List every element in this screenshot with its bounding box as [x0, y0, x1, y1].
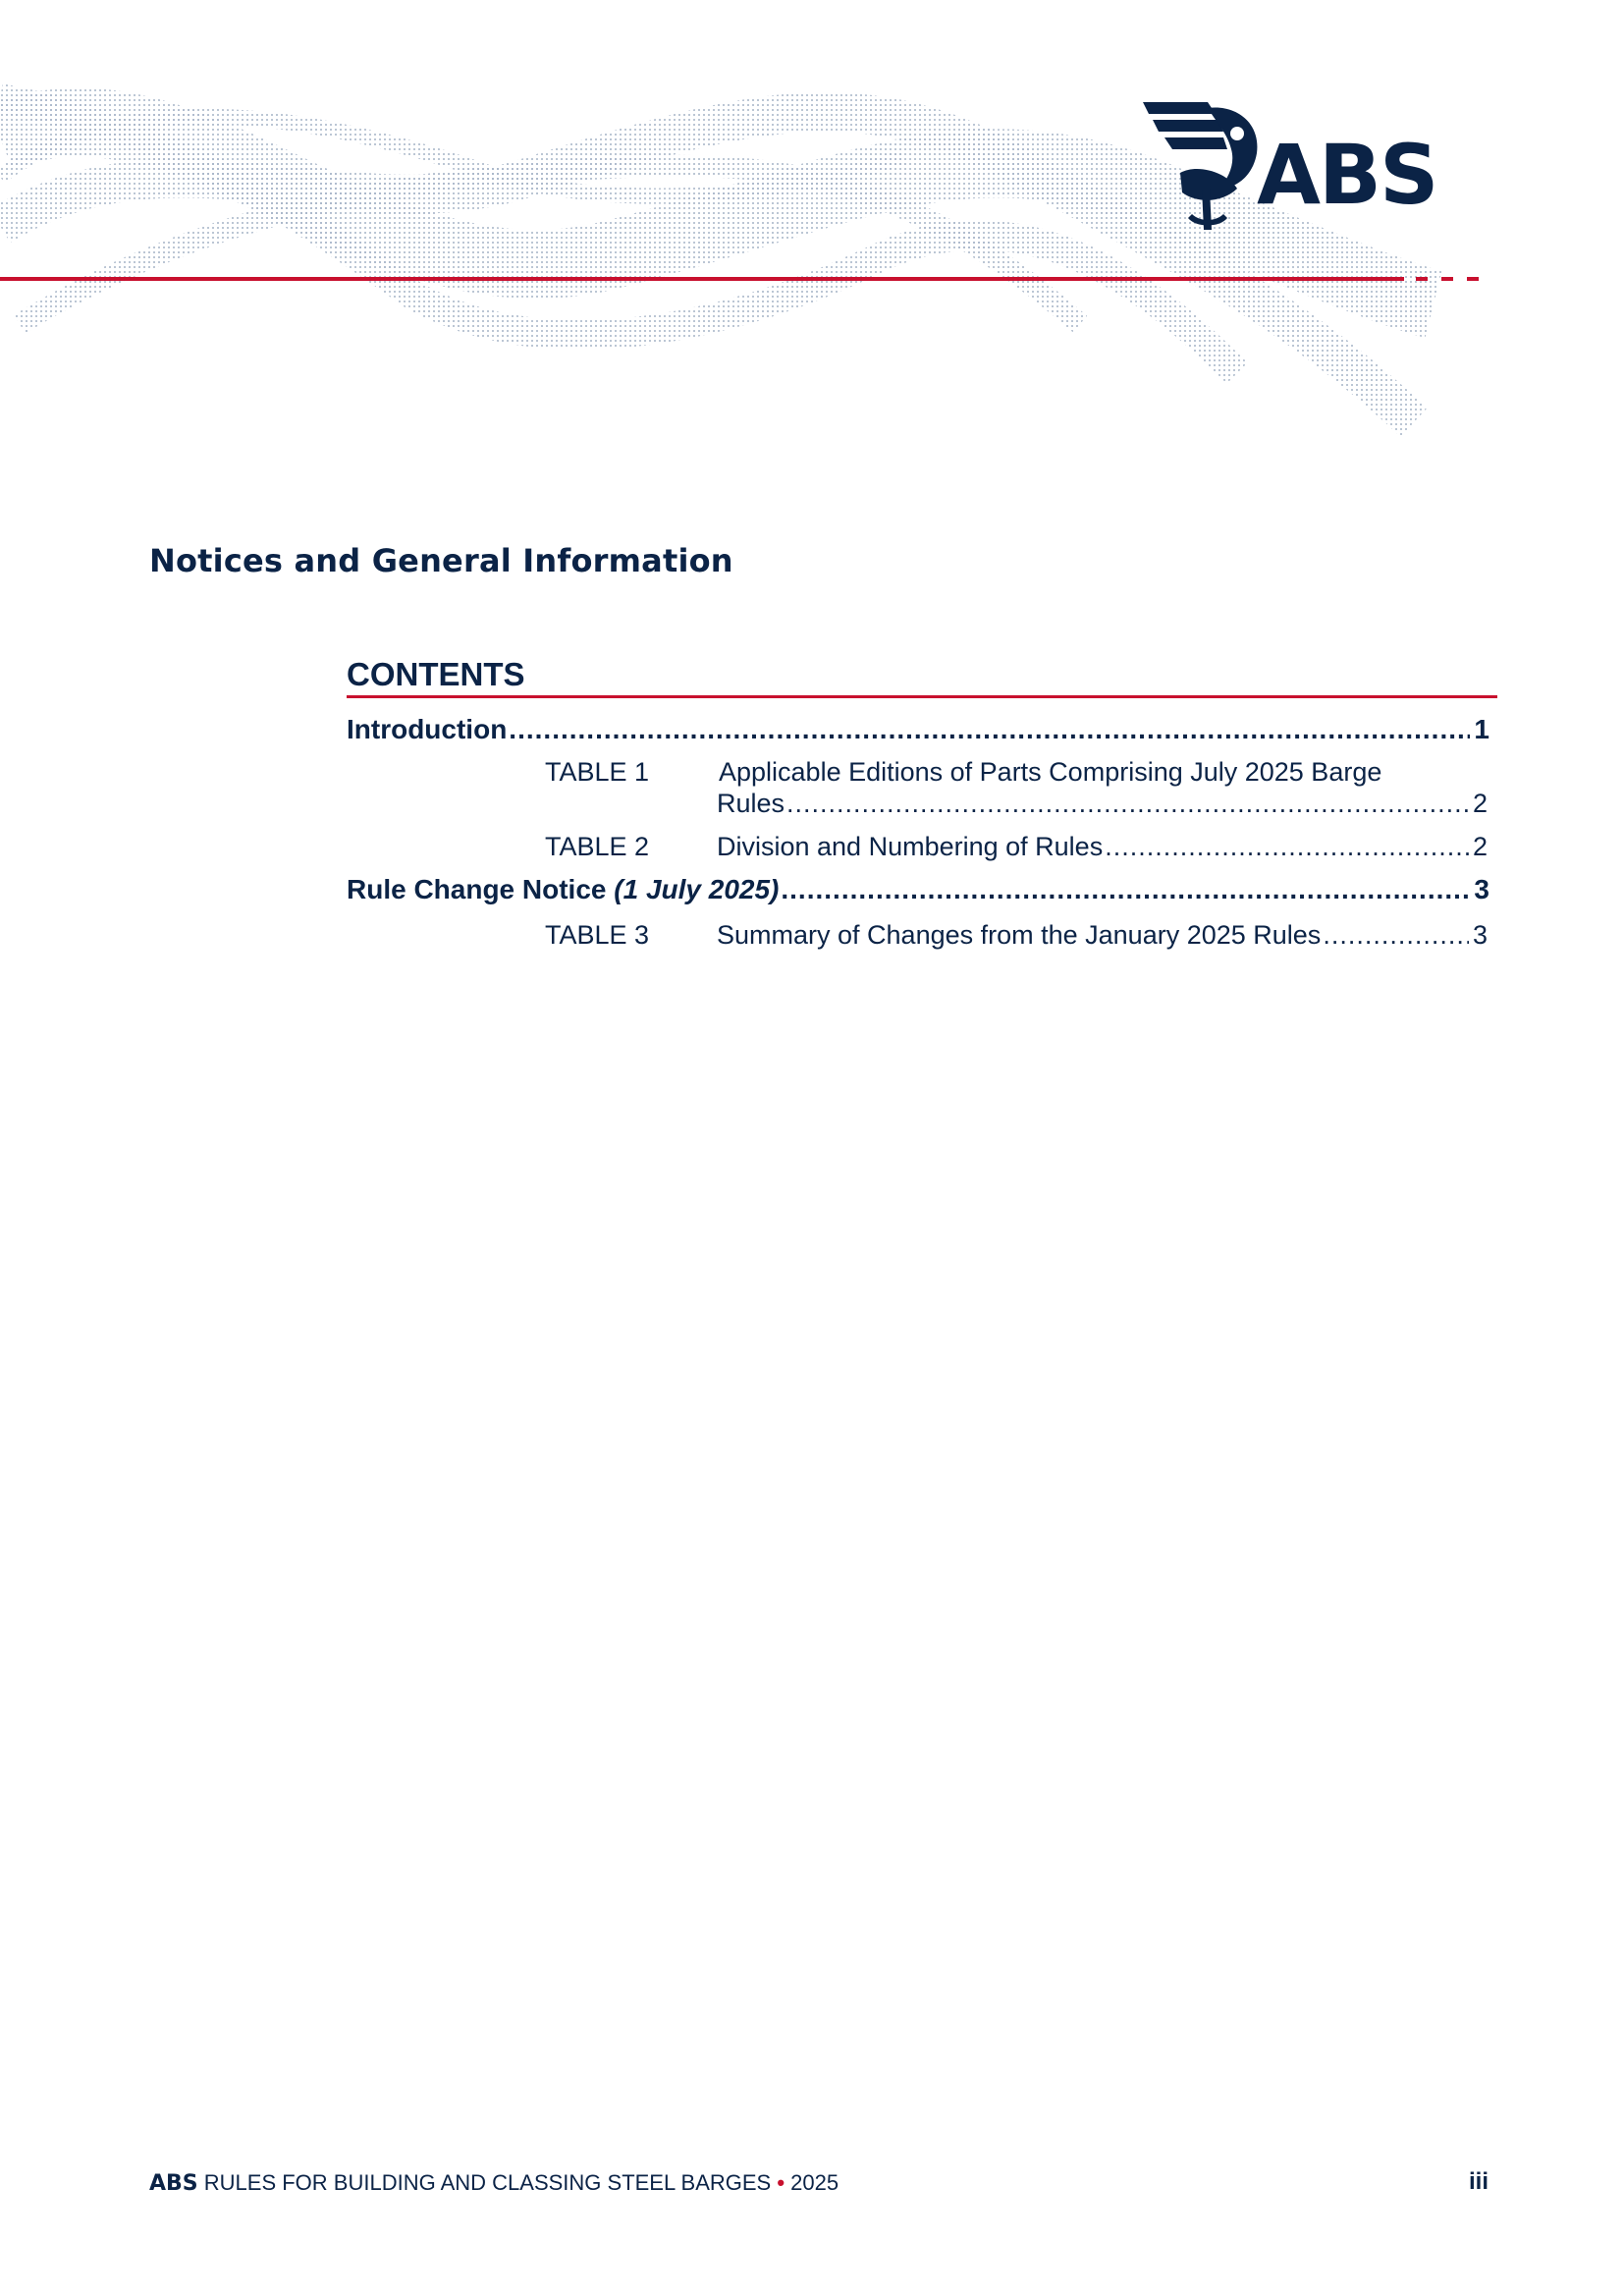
eagle-icon [1139, 94, 1267, 232]
contents-heading: CONTENTS [347, 656, 525, 692]
section-title: Notices and General Information [149, 542, 733, 579]
toc-leader [1105, 832, 1469, 862]
toc-table-2-entry[interactable] [717, 832, 1488, 862]
footer-year: 2025 [790, 2170, 839, 2195]
toc-table-title[interactable]: Applicable Editions of Parts Comprising July 2025 Barge [719, 757, 1382, 787]
toc-table-title-continued: Rules [717, 789, 785, 818]
footer-brand: ABS [149, 2171, 198, 2196]
toc-table-title: Division and Numbering of Rules [717, 832, 1104, 861]
toc-entry-title: Introduction [347, 714, 508, 744]
logo-wordmark: ABS [1257, 127, 1437, 223]
toc-table-3-entry[interactable] [717, 920, 1488, 951]
page-footer [149, 2170, 839, 2196]
toc-entry-title: Rule Change Notice [347, 874, 607, 904]
toc-entry-date: (1 July 2025) [614, 874, 780, 904]
toc-page-number: 2 [1472, 789, 1488, 818]
toc-leader [509, 714, 1470, 745]
contents-divider [347, 695, 1497, 698]
toc-leader [1323, 920, 1469, 951]
toc-table-1-entry[interactable] [717, 789, 1488, 819]
toc-table-title: Summary of Changes from the January 2025 Rules [717, 920, 1322, 950]
toc-leader [786, 789, 1469, 819]
toc-page-number: 3 [1474, 874, 1489, 904]
abs-logo [1139, 94, 1483, 232]
toc-entry-introduction[interactable] [347, 714, 1489, 745]
toc-table-label: TABLE 2 [545, 832, 650, 861]
footer-separator: • [777, 2170, 785, 2195]
toc-page-number: 1 [1474, 714, 1489, 744]
toc-entry-rule-change-notice[interactable] [347, 874, 1489, 905]
toc-leader [781, 874, 1470, 905]
toc-table-label: TABLE 1 [545, 757, 650, 787]
toc-page-number: 2 [1472, 832, 1488, 861]
toc-page-number: 3 [1472, 920, 1488, 950]
toc-table-label: TABLE 3 [545, 920, 650, 950]
footer-document-title: RULES FOR BUILDING AND CLASSING STEEL BARGES [203, 2170, 772, 2195]
page-number: iii [1468, 2168, 1489, 2195]
